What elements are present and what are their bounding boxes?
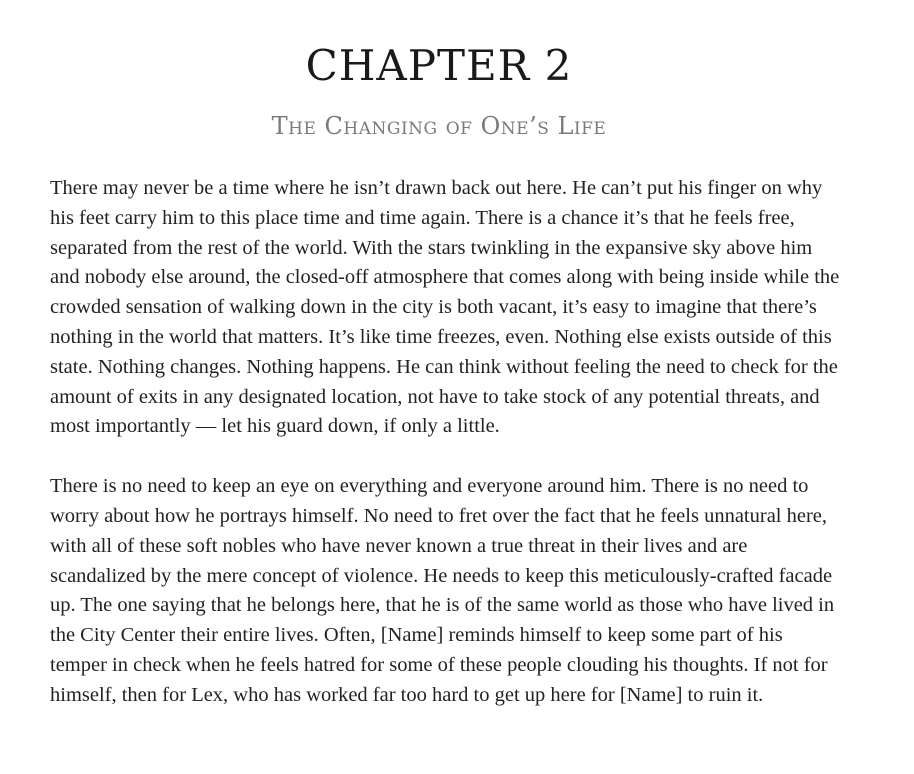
paragraph-1: There may never be a time where he isn’t drawn back out here. He can’t put his finger on why his feet carry him to this place time and time again. There is a chance it’s that he feels free, separated from the rest of the world. With the stars twinkling in the expansive sky above him and nobody else around, the closed-off atmosphere that comes along with being inside while the crowded sensation of walking down in the city is both vacant, it’s easy to imagine that there’s nothing in the world that matters. It’s like time freezes, even. Nothing else exists outside of this state. Nothing changes. Nothing happens. He can think without feeling the need to check for the amount of exits in any designated location, not have to take stock of any potential threats, and most importantly — let his guard down, if only a little. — [50, 177, 840, 438]
chapter-title: CHAPTER 2 — [305, 41, 573, 90]
chapter-body — [50, 174, 840, 741]
chapter-subtitle: The Changing of One’s Life — [271, 112, 607, 140]
paragraph-2: There is no need to keep an eye on everything and everyone around him. There is no need to worry about how he portrays himself. No need to fret over the fact that he feels unnatural here, with all of these soft nobles who have never known a true threat in their lives and are scandalized by the mere concept of violence. He needs to keep this meticulously-crafted facade up. The one saying that he belongs here, that he is of the same world as those who have lived in the City Center their entire lives. Often, [Name] reminds himself to keep some part of his temper in check when he feels hatred for some of these people clouding his thoughts. If not for himself, then for Lex, who has worked far too hard to get up here for [Name] to ruin it. — [50, 475, 835, 706]
